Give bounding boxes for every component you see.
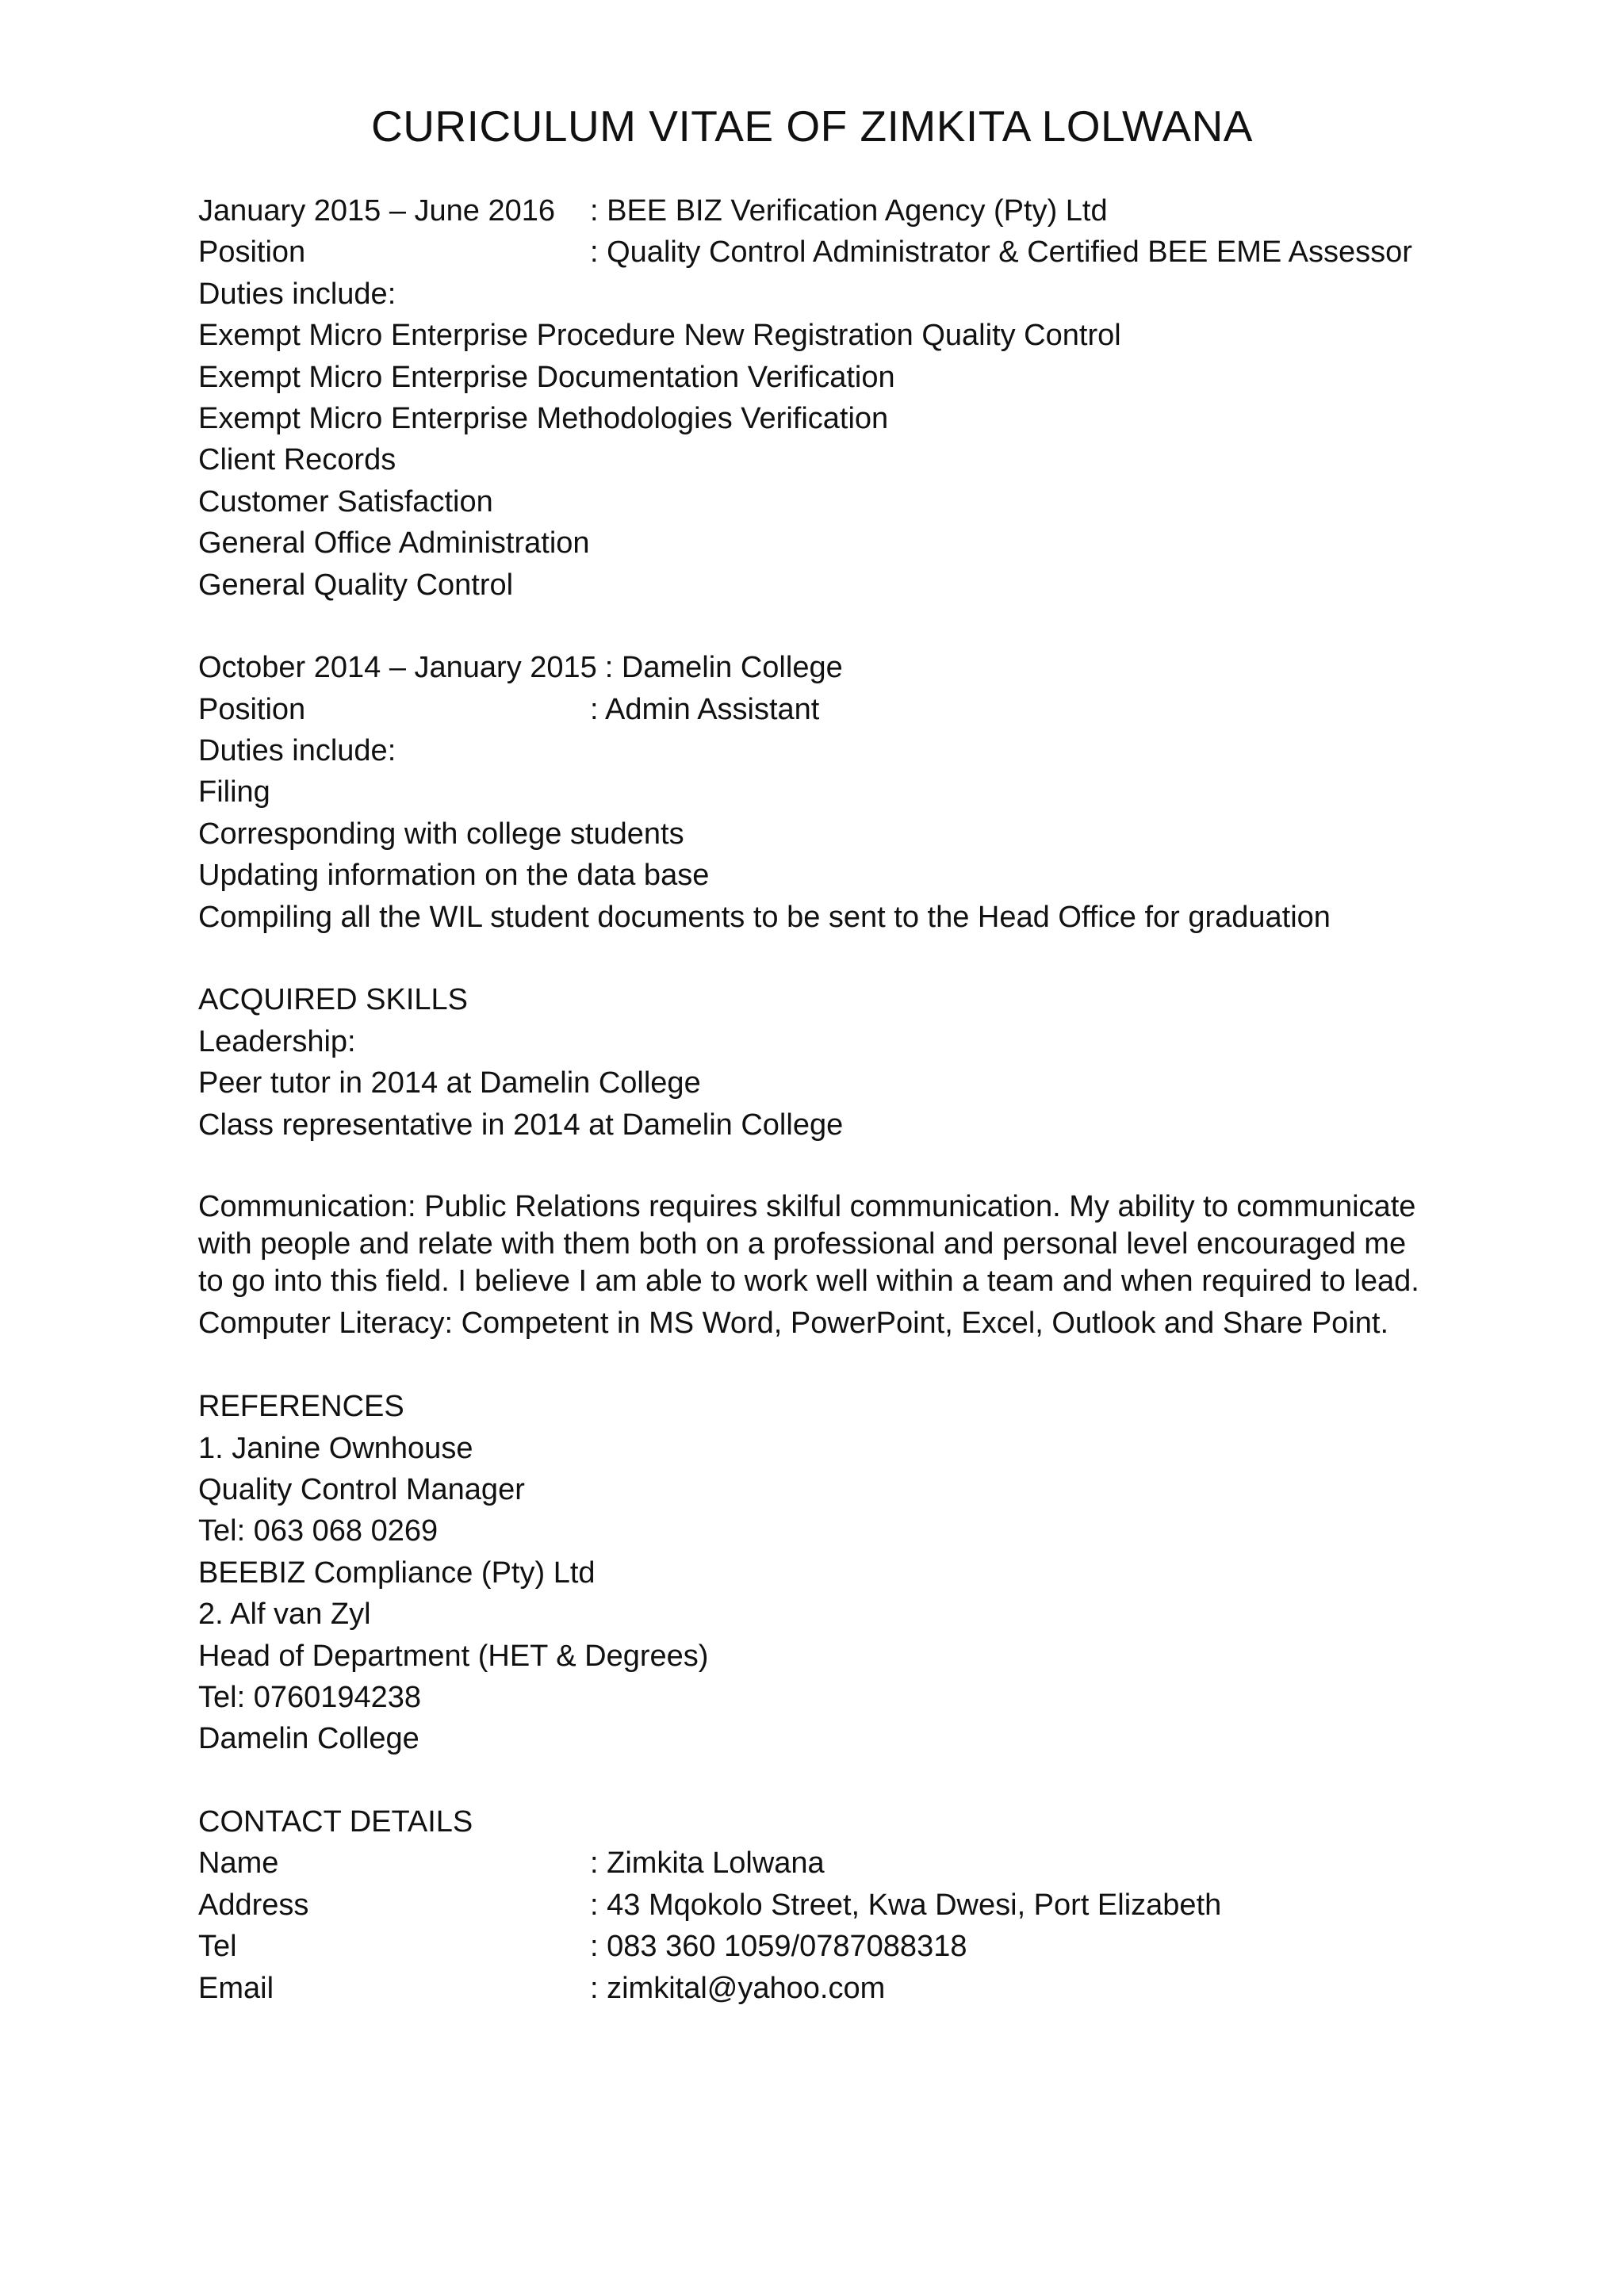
computer-literacy: Computer Literacy: Competent in MS Word, PowerPoint, Excel, Outlook and Share Point. — [198, 1307, 1388, 1341]
section-spacer — [198, 1146, 1435, 1187]
contact-name-row — [198, 1843, 1435, 1884]
leadership-item: Class representative in 2014 at Damelin College — [198, 1108, 844, 1142]
contact-name-value: : Zimkita Lolwana — [590, 1846, 825, 1881]
reference-tel: Tel: 0760194238 — [198, 1680, 422, 1714]
reference-entry — [198, 1594, 1435, 1760]
duty-item: General Office Administration — [198, 526, 590, 561]
contact-email-value: : zimkital@yahoo.com — [590, 1971, 886, 2005]
reference-org: BEEBIZ Compliance (Pty) Ltd — [198, 1556, 596, 1590]
section-heading-references: REFERENCES — [198, 1390, 404, 1424]
cv-content — [198, 190, 1435, 2009]
duty-item: Updating information on the data base — [198, 859, 710, 893]
contact-email-row — [198, 1968, 1435, 2009]
job-period-row — [198, 190, 1435, 232]
contact-address-row — [198, 1885, 1435, 1926]
reference-name: 2. Alf van Zyl — [198, 1598, 371, 1632]
leadership-heading: Leadership: — [198, 1024, 356, 1058]
paragraph-line: to go into this field. I believe I am able to work well within a team and when required to lead. — [198, 1265, 1419, 1299]
job-entry-beebiz — [198, 190, 1435, 606]
job-company: : BEE BIZ Verification Agency (Pty) Ltd — [590, 194, 1108, 228]
contact-address-value: : 43 Mqokolo Street, Kwa Dwesi, Port Elizabeth — [590, 1888, 1222, 1922]
section-spacer — [198, 938, 1435, 979]
duty-item: Exempt Micro Enterprise Procedure New Registration Quality Control — [198, 319, 1121, 353]
reference-name: 1. Janine Ownhouse — [198, 1431, 473, 1465]
job-entry-damelin — [198, 647, 1435, 938]
contact-tel-value: : 083 360 1059/0787088318 — [590, 1930, 967, 1964]
reference-title: Quality Control Manager — [198, 1472, 525, 1506]
contact-section — [198, 1801, 1435, 2009]
position-value: : Admin Assistant — [590, 692, 820, 726]
contact-tel-row — [198, 1926, 1435, 1967]
job-period: January 2015 – June 2016 — [198, 194, 556, 228]
contact-name-label: Name — [198, 1846, 279, 1881]
section-spacer — [198, 606, 1435, 647]
references-section — [198, 1386, 1435, 1760]
section-heading-skills: ACQUIRED SKILLS — [198, 983, 468, 1017]
section-spacer — [198, 1345, 1435, 1386]
duty-item: Exempt Micro Enterprise Documentation Verification — [198, 360, 895, 394]
section-heading-contact: CONTACT DETAILS — [198, 1805, 473, 1839]
section-spacer — [198, 1760, 1435, 1801]
reference-entry — [198, 1428, 1435, 1594]
communication-paragraph — [198, 1188, 1435, 1300]
job-position-row — [198, 689, 1435, 730]
job-position-row — [198, 232, 1435, 273]
document-title: CURICULUM VITAE OF ZIMKITA LOLWANA — [370, 101, 1253, 151]
position-label: Position — [198, 235, 306, 270]
skills-section — [198, 979, 1435, 1344]
job-company: : Damelin College — [604, 651, 843, 685]
paragraph-line: Communication: Public Relations requires skilful communication. My ability to communicate — [198, 1190, 1416, 1224]
contact-tel-label: Tel — [198, 1930, 237, 1964]
duties-heading: Duties include: — [198, 277, 396, 311]
duty-item: Compiling all the WIL student documents to be sent to the Head Office for graduation — [198, 900, 1331, 934]
duty-item: Customer Satisfaction — [198, 484, 493, 519]
duty-item: Client Records — [198, 443, 396, 477]
duties-heading: Duties include: — [198, 734, 396, 768]
duty-item: Corresponding with college students — [198, 817, 684, 851]
reference-org: Damelin College — [198, 1722, 419, 1756]
duty-item: Exempt Micro Enterprise Methodologies Verification — [198, 401, 889, 435]
leadership-item: Peer tutor in 2014 at Damelin College — [198, 1066, 701, 1100]
position-label: Position — [198, 692, 306, 726]
paragraph-line: with people and relate with them both on a professional and personal level encouraged me — [198, 1227, 1407, 1261]
contact-email-label: Email — [198, 1971, 274, 2005]
reference-tel: Tel: 063 068 0269 — [198, 1514, 439, 1548]
job-period: October 2014 – January 2015 — [198, 651, 597, 685]
reference-title: Head of Department (HET & Degrees) — [198, 1639, 709, 1673]
duty-item: General Quality Control — [198, 568, 514, 602]
contact-address-label: Address — [198, 1888, 309, 1922]
position-value: : Quality Control Administrator & Certified BEE EME Assessor — [590, 235, 1412, 270]
job-period-row — [198, 647, 1435, 688]
duty-item: Filing — [198, 775, 270, 809]
